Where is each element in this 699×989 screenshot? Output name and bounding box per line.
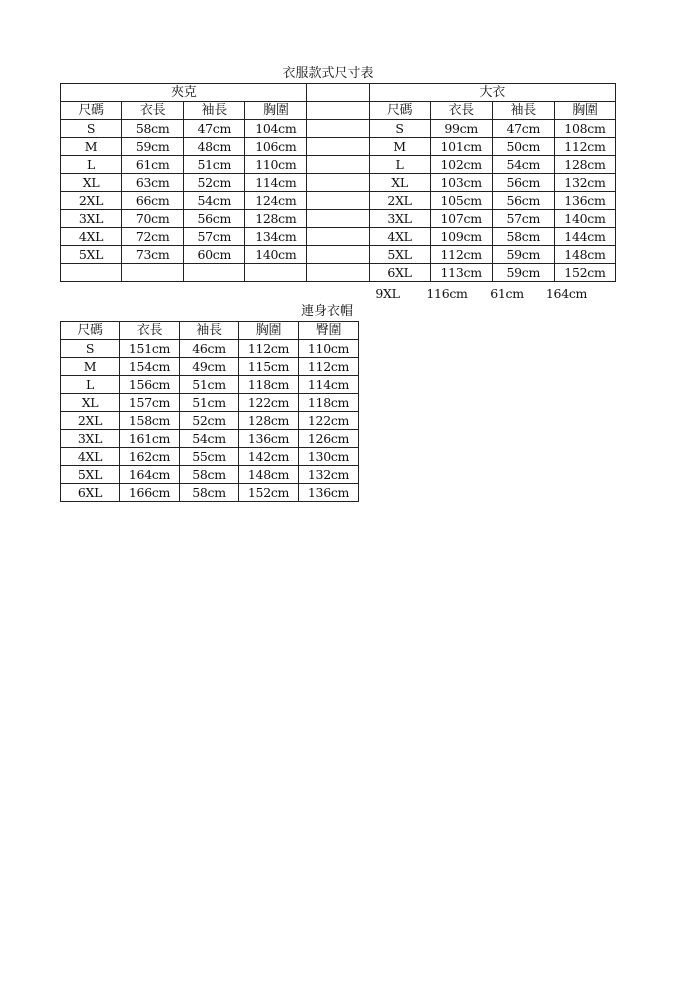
jumpsuit-hip-cell: 112cm — [299, 358, 359, 376]
jumpsuit-hip-cell: 136cm — [299, 484, 359, 502]
coat-sleeve-cell: 56cm — [492, 192, 554, 210]
coat-chest-cell: 132cm — [554, 174, 615, 192]
jumpsuit-size-cell: XL — [61, 394, 120, 412]
jacket-sleeve-cell: 51cm — [184, 156, 245, 174]
jumpsuit-length-cell: 156cm — [120, 376, 180, 394]
coat-length-cell: 113cm — [430, 264, 492, 282]
coat-size-cell: 5XL — [369, 246, 430, 264]
jacket-header-size: 尺碼 — [61, 102, 122, 120]
jacket-sleeve-cell: 60cm — [184, 246, 245, 264]
coat-sleeve-cell: 50cm — [492, 138, 554, 156]
jacket-size-cell: 5XL — [61, 246, 122, 264]
jumpsuit-chest-cell: 136cm — [239, 430, 299, 448]
coat-length-cell: 105cm — [430, 192, 492, 210]
empty-cell — [184, 264, 245, 282]
coat-header-length: 衣長 — [430, 102, 492, 120]
jacket-sleeve-cell: 48cm — [184, 138, 245, 156]
spacer-cell — [307, 264, 369, 282]
jumpsuit-header-sleeve: 袖長 — [180, 322, 239, 340]
jumpsuit-length-cell: 161cm — [120, 430, 180, 448]
coat-chest-cell: 136cm — [554, 192, 615, 210]
coat-sleeve-cell: 47cm — [492, 120, 554, 138]
jumpsuit-hip-cell: 132cm — [299, 466, 359, 484]
coat-size-cell: L — [369, 156, 430, 174]
table-row — [61, 376, 359, 394]
coat-chest-cell: 112cm — [554, 138, 615, 156]
jumpsuit-length-cell: 166cm — [120, 484, 180, 502]
spacer-cell — [307, 156, 369, 174]
jumpsuit-chest-cell: 118cm — [239, 376, 299, 394]
jacket-header-length: 衣長 — [122, 102, 184, 120]
jacket-length-cell: 63cm — [122, 174, 184, 192]
empty-cell — [122, 264, 184, 282]
jumpsuit-length-cell: 158cm — [120, 412, 180, 430]
jumpsuit-sleeve-cell: 51cm — [180, 394, 239, 412]
table-row — [61, 120, 616, 138]
coat-chest-cell: 144cm — [554, 228, 615, 246]
jacket-length-cell: 66cm — [122, 192, 184, 210]
jumpsuit-chest-cell: 152cm — [239, 484, 299, 502]
jumpsuit-chest-cell: 148cm — [239, 466, 299, 484]
coat-extra-row-table — [358, 285, 596, 302]
jumpsuit-sleeve-cell: 52cm — [180, 412, 239, 430]
jumpsuit-size-cell: 3XL — [61, 430, 120, 448]
jacket-coat-size-table — [60, 83, 616, 282]
jumpsuit-sleeve-cell: 58cm — [180, 484, 239, 502]
jacket-size-cell: 2XL — [61, 192, 122, 210]
coat-header-sleeve: 袖長 — [492, 102, 554, 120]
table-row — [61, 430, 359, 448]
jumpsuit-hip-cell: 114cm — [299, 376, 359, 394]
table-row — [61, 246, 616, 264]
page-title: 衣服款式尺寸表 — [282, 66, 374, 81]
jumpsuit-length-cell: 162cm — [120, 448, 180, 466]
table-row — [61, 264, 616, 282]
jacket-chest-cell: 110cm — [245, 156, 307, 174]
jacket-chest-cell: 104cm — [245, 120, 307, 138]
jumpsuit-header-chest: 胸圍 — [239, 322, 299, 340]
jumpsuit-size-cell: 2XL — [61, 412, 120, 430]
spacer-cell — [307, 228, 369, 246]
coat-size-cell: 6XL — [369, 264, 430, 282]
jumpsuit-hip-cell: 130cm — [299, 448, 359, 466]
coat-sleeve-cell: 59cm — [492, 264, 554, 282]
jacket-size-cell: M — [61, 138, 122, 156]
jacket-chest-cell: 114cm — [245, 174, 307, 192]
coat-length-cell: 116cm — [426, 286, 468, 301]
coat-header-chest: 胸圍 — [554, 102, 615, 120]
jacket-chest-cell: 128cm — [245, 210, 307, 228]
jumpsuit-header-size: 尺碼 — [61, 322, 120, 340]
jacket-sleeve-cell: 56cm — [184, 210, 245, 228]
jumpsuit-hip-cell: 122cm — [299, 412, 359, 430]
jacket-size-cell: L — [61, 156, 122, 174]
jacket-title: 夾克 — [61, 84, 307, 102]
jumpsuit-hip-cell: 110cm — [299, 340, 359, 358]
coat-size-cell: S — [369, 120, 430, 138]
table-row — [358, 285, 596, 302]
table-row — [61, 394, 359, 412]
spacer-cell — [307, 138, 369, 156]
coat-header-size: 尺碼 — [369, 102, 430, 120]
jumpsuit-size-cell: S — [61, 340, 120, 358]
coat-chest-cell: 148cm — [554, 246, 615, 264]
spacer-cell — [307, 102, 369, 120]
coat-length-cell: 103cm — [430, 174, 492, 192]
coat-length-cell: 107cm — [430, 210, 492, 228]
coat-chest-cell: 108cm — [554, 120, 615, 138]
spacer-cell — [307, 84, 369, 102]
jacket-length-cell: 73cm — [122, 246, 184, 264]
jumpsuit-size-cell: 6XL — [61, 484, 120, 502]
coat-sleeve-cell: 58cm — [492, 228, 554, 246]
table-row — [61, 412, 359, 430]
jacket-header-sleeve: 袖長 — [184, 102, 245, 120]
coat-sleeve-cell: 57cm — [492, 210, 554, 228]
jumpsuit-size-cell: 5XL — [61, 466, 120, 484]
table-row — [61, 484, 359, 502]
coat-sleeve-cell: 56cm — [492, 174, 554, 192]
jumpsuit-sleeve-cell: 55cm — [180, 448, 239, 466]
coat-chest-cell: 152cm — [554, 264, 615, 282]
jumpsuit-hip-cell: 118cm — [299, 394, 359, 412]
coat-length-cell: 112cm — [430, 246, 492, 264]
header-row — [61, 322, 359, 340]
coat-size-cell: 2XL — [369, 192, 430, 210]
jacket-length-cell: 70cm — [122, 210, 184, 228]
coat-chest-cell: 128cm — [554, 156, 615, 174]
table-row — [61, 192, 616, 210]
table-row — [61, 174, 616, 192]
table-row — [61, 210, 616, 228]
jumpsuit-chest-cell: 112cm — [239, 340, 299, 358]
header-row — [61, 102, 616, 120]
jacket-chest-cell: 106cm — [245, 138, 307, 156]
jumpsuit-sleeve-cell: 51cm — [180, 376, 239, 394]
jacket-length-cell: 72cm — [122, 228, 184, 246]
table-row — [61, 138, 616, 156]
coat-size-cell: 4XL — [369, 228, 430, 246]
table-row — [61, 156, 616, 174]
empty-cell — [61, 264, 122, 282]
table-row — [61, 466, 359, 484]
coat-length-cell: 99cm — [430, 120, 492, 138]
jacket-header-chest: 胸圍 — [245, 102, 307, 120]
jumpsuit-size-cell: M — [61, 358, 120, 376]
table-row — [61, 340, 359, 358]
coat-size-cell: XL — [369, 174, 430, 192]
coat-sleeve-cell: 61cm — [490, 286, 524, 301]
jumpsuit-header-hip: 臀圍 — [299, 322, 359, 340]
table-row — [61, 448, 359, 466]
jumpsuit-length-cell: 164cm — [120, 466, 180, 484]
jacket-sleeve-cell: 47cm — [184, 120, 245, 138]
jumpsuit-size-cell: 4XL — [61, 448, 120, 466]
jacket-chest-cell: 124cm — [245, 192, 307, 210]
coat-sleeve-cell: 54cm — [492, 156, 554, 174]
coat-length-cell: 101cm — [430, 138, 492, 156]
spacer-cell — [307, 192, 369, 210]
jacket-size-cell: 3XL — [61, 210, 122, 228]
coat-length-cell: 109cm — [430, 228, 492, 246]
jumpsuit-chest-cell: 115cm — [239, 358, 299, 376]
coat-chest-cell: 164cm — [545, 286, 588, 301]
jacket-length-cell: 59cm — [122, 138, 184, 156]
coat-title: 大衣 — [369, 84, 615, 102]
jacket-chest-cell: 140cm — [245, 246, 307, 264]
empty-cell — [245, 264, 307, 282]
spacer-cell — [307, 246, 369, 264]
jumpsuit-sleeve-cell: 49cm — [180, 358, 239, 376]
coat-size-cell: M — [369, 138, 430, 156]
jacket-size-cell: 4XL — [61, 228, 122, 246]
jumpsuit-sleeve-cell: 46cm — [180, 340, 239, 358]
jumpsuit-hip-cell: 126cm — [299, 430, 359, 448]
spacer-cell — [307, 174, 369, 192]
coat-sleeve-cell: 59cm — [492, 246, 554, 264]
spacer-cell — [307, 120, 369, 138]
jacket-chest-cell: 134cm — [245, 228, 307, 246]
jumpsuit-chest-cell: 122cm — [239, 394, 299, 412]
jumpsuit-length-cell: 151cm — [120, 340, 180, 358]
coat-size-cell: 3XL — [369, 210, 430, 228]
jumpsuit-size-cell: L — [61, 376, 120, 394]
jacket-sleeve-cell: 57cm — [184, 228, 245, 246]
jumpsuit-length-cell: 157cm — [120, 394, 180, 412]
jacket-size-cell: S — [61, 120, 122, 138]
jumpsuit-chest-cell: 128cm — [239, 412, 299, 430]
coat-length-cell: 102cm — [430, 156, 492, 174]
jacket-length-cell: 61cm — [122, 156, 184, 174]
spacer-cell — [307, 210, 369, 228]
jumpsuit-length-cell: 154cm — [120, 358, 180, 376]
jacket-sleeve-cell: 52cm — [184, 174, 245, 192]
jumpsuit-header-length: 衣長 — [120, 322, 180, 340]
jumpsuit-title: 連身衣帽 — [300, 304, 353, 319]
jumpsuit-sleeve-cell: 58cm — [180, 466, 239, 484]
table-row — [61, 228, 616, 246]
jumpsuit-sleeve-cell: 54cm — [180, 430, 239, 448]
jacket-size-cell: XL — [61, 174, 122, 192]
jacket-sleeve-cell: 54cm — [184, 192, 245, 210]
jumpsuit-size-table — [60, 321, 359, 502]
coat-size-cell: 9XL — [375, 286, 400, 301]
jacket-length-cell: 58cm — [122, 120, 184, 138]
section-title-row — [61, 84, 616, 102]
jumpsuit-chest-cell: 142cm — [239, 448, 299, 466]
table-row — [61, 358, 359, 376]
coat-chest-cell: 140cm — [554, 210, 615, 228]
